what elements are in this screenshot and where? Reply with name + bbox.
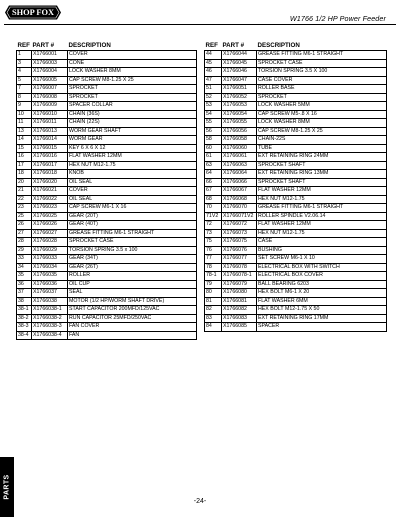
part-number-cell: X1766003	[32, 59, 68, 68]
ref-cell: 73	[205, 229, 222, 238]
side-tab-label: PARTS	[3, 474, 11, 500]
table-row	[205, 110, 387, 119]
description-cell: FLAT WASHER 12MM	[68, 153, 197, 162]
ref-cell: 38	[17, 297, 32, 306]
description-cell: OIL CUP	[68, 280, 197, 289]
description-cell: HEX NUT M12-1.75	[257, 195, 387, 204]
description-cell: LOCK WASHER 5MM	[257, 102, 387, 111]
table-row	[205, 229, 387, 238]
description-cell: CAP SCREW M5-.8 X 16	[257, 110, 387, 119]
table-row	[17, 59, 197, 68]
part-number-cell: X1766078	[222, 263, 257, 272]
part-number-cell: X1766016	[32, 153, 68, 162]
description-cell: CHAIN-22S	[257, 136, 387, 145]
ref-cell: 72	[205, 221, 222, 230]
ref-cell: 56	[205, 127, 222, 136]
description-cell: CONE	[68, 59, 197, 68]
table-row	[17, 51, 197, 60]
part-number-cell: X1766064	[222, 170, 257, 179]
parts-table-left	[16, 42, 197, 340]
ref-column-header: REF	[17, 42, 30, 49]
table-row	[205, 280, 387, 289]
ref-cell: 44	[205, 51, 222, 60]
description-cell: CASE COVER	[257, 76, 387, 85]
part-number-cell: X1766082	[222, 306, 257, 315]
description-cell: ELECTRICAL BOX COVER	[257, 272, 387, 281]
ref-cell: 1	[17, 51, 32, 60]
description-cell: BUSHING	[257, 246, 387, 255]
description-cell: RUN CAPACITOR 25MFD/250VAC	[68, 314, 197, 323]
ref-cell: 53	[205, 102, 222, 111]
ref-cell: 70	[205, 204, 222, 213]
table-row	[205, 221, 387, 230]
part-number-cell: X1766007	[32, 85, 68, 94]
table-row	[17, 331, 197, 340]
part-number-cell: X1766022	[32, 195, 68, 204]
description-cell: CAP SCREW M8-1.25 X 25	[68, 76, 197, 85]
table-row	[205, 238, 387, 247]
table-row	[17, 102, 197, 111]
table-row	[17, 93, 197, 102]
part-number-cell: X1766076	[222, 246, 257, 255]
ref-cell: 14	[17, 136, 32, 145]
description-cell: ELECTRICAL BOX WITH SWITCH	[257, 263, 387, 272]
table-row	[17, 187, 197, 196]
ref-cell: 27	[17, 229, 32, 238]
table-row	[205, 187, 387, 196]
ref-cell: 66	[205, 178, 222, 187]
description-cell: GREASE FITTING M6-1 STRAIGHT	[257, 51, 387, 60]
description-cell: BALL BEARING 6203	[257, 280, 387, 289]
part-number-cell: X1766027	[32, 229, 68, 238]
table-header-row	[17, 42, 197, 51]
part-number-cell: X1766010	[32, 110, 68, 119]
table-row	[17, 229, 197, 238]
description-cell: FLAT WASHER 6MM	[257, 297, 387, 306]
description-cell: COVER	[68, 187, 197, 196]
ref-cell: 78-1	[205, 272, 222, 281]
table-row	[17, 263, 197, 272]
part-number-cell: X1766036	[32, 280, 68, 289]
table-header-row	[205, 42, 387, 51]
ref-cell: 25	[17, 212, 32, 221]
parts-side-tab	[0, 457, 14, 517]
part-number-cell: X1766038-1	[32, 306, 68, 315]
ref-cell: 46	[205, 68, 222, 77]
table-row	[17, 314, 197, 323]
ref-cell: 51	[205, 85, 222, 94]
table-row	[17, 323, 197, 332]
page-header-title: W1766 1/2 HP Power Feeder	[289, 14, 386, 23]
description-cell: HEX BOLT M6-1 X 20	[257, 289, 387, 298]
ref-cell: 67	[205, 187, 222, 196]
part-number-cell: X1766075	[222, 238, 257, 247]
description-cell: GEAR (40T)	[68, 221, 197, 230]
part-number-cell: X1766028	[32, 238, 68, 247]
header-rule	[4, 24, 396, 25]
part-number-cell: X1766061	[222, 153, 257, 162]
part-number-cell: X1766011	[32, 119, 68, 128]
description-cell: EXT RETAINING RING 24MM	[257, 153, 387, 162]
table-row	[17, 127, 197, 136]
table-row	[205, 153, 387, 162]
description-cell: KNOB	[68, 170, 197, 179]
description-cell: EXT RETAINING RING 17MM	[257, 314, 387, 323]
table-row	[17, 136, 197, 145]
table-row	[205, 212, 387, 221]
description-cell: KEY 6 X 6 X 12	[68, 144, 197, 153]
ref-cell: 15	[17, 144, 32, 153]
table-row	[17, 238, 197, 247]
parts-table-left-body	[17, 51, 197, 340]
table-row	[205, 127, 387, 136]
ref-cell: 58	[205, 136, 222, 145]
table-row	[205, 144, 387, 153]
ref-cell: 34	[17, 263, 32, 272]
description-cell: ROLLER	[68, 272, 197, 281]
ref-cell: 7	[17, 85, 32, 94]
table-row	[205, 178, 387, 187]
ref-cell: 28	[17, 238, 32, 247]
table-row	[205, 246, 387, 255]
part-number-cell: X1766056	[222, 127, 257, 136]
part-number-cell: X1766047	[222, 76, 257, 85]
ref-cell: 52	[205, 93, 222, 102]
ref-cell: 47	[205, 76, 222, 85]
table-row	[205, 255, 387, 264]
part-number-cell: X1766021	[32, 187, 68, 196]
part-number-cell: X1766038-3	[32, 323, 68, 332]
part-number-cell: X1766058	[222, 136, 257, 145]
part-number-cell: X1766025	[32, 212, 68, 221]
ref-cell: 77	[205, 255, 222, 264]
ref-column-header: REF	[205, 42, 218, 49]
ref-cell: 60	[205, 144, 222, 153]
description-cell: GEAR (20T)	[68, 212, 197, 221]
table-row	[205, 314, 387, 323]
description-cell: HEX BOLT M12-1.75 X 50	[257, 306, 387, 315]
part-number-cell: X1766004	[32, 68, 68, 77]
description-cell: SPROCKET CASE	[257, 59, 387, 68]
description-cell: OIL SEAL	[68, 178, 197, 187]
part-number-cell: X1766079	[222, 280, 257, 289]
ref-cell: 82	[205, 306, 222, 315]
part-number-column-header: PART #	[32, 42, 55, 49]
part-number-cell: X1766033	[32, 255, 68, 264]
table-row	[205, 119, 387, 128]
page-number: -24-	[193, 498, 207, 505]
table-row	[205, 85, 387, 94]
table-row	[17, 212, 197, 221]
part-number-cell: X1766063	[222, 161, 257, 170]
ref-cell: 38-4	[17, 331, 32, 340]
ref-cell: 68	[205, 195, 222, 204]
description-cell: OIL SEAL	[68, 195, 197, 204]
description-cell: LOCK WASHER 8MM	[68, 68, 197, 77]
description-cell: TUBE	[257, 144, 387, 153]
part-number-cell: X1766072	[222, 221, 257, 230]
description-cell: EXT RETAINING RING 13MM	[257, 170, 387, 179]
parts-table-right-body	[205, 51, 387, 332]
table-row	[205, 93, 387, 102]
part-number-cell: X1766067	[222, 187, 257, 196]
part-number-cell: X1766018	[32, 170, 68, 179]
ref-cell: 78	[205, 263, 222, 272]
table-row	[205, 263, 387, 272]
ref-cell: 22	[17, 195, 32, 204]
table-row	[205, 102, 387, 111]
ref-cell: 8	[17, 93, 32, 102]
ref-cell: 4	[17, 68, 32, 77]
description-column-header: DESCRIPTION	[68, 42, 111, 49]
description-cell: WORM GEAR	[68, 136, 197, 145]
description-cell: SPROCKET SHAFT	[257, 161, 387, 170]
description-cell: TORSION SPRING 3.5 x 100	[68, 246, 197, 255]
description-cell: CHAIN (22S)	[68, 119, 197, 128]
ref-cell: 79	[205, 280, 222, 289]
table-row	[17, 195, 197, 204]
table-row	[17, 68, 197, 77]
table-row	[205, 161, 387, 170]
description-cell: SPROCKET	[257, 93, 387, 102]
part-number-cell: X1766020	[32, 178, 68, 187]
description-cell: HEX NUT M12-1.75	[68, 161, 197, 170]
description-cell: ROLLER BASE	[257, 85, 387, 94]
description-cell: START CAPACITOR 200MFD/125VAC	[68, 306, 197, 315]
table-row	[17, 85, 197, 94]
description-cell: LOCK WASHER 8MM	[257, 119, 387, 128]
ref-cell: 38-3	[17, 323, 32, 332]
ref-cell: 37	[17, 289, 32, 298]
ref-cell: 10	[17, 110, 32, 119]
part-number-cell: X1766038-2	[32, 314, 68, 323]
ref-cell: 26	[17, 221, 32, 230]
description-cell: FAN COVER	[68, 323, 197, 332]
description-cell: CASE	[257, 238, 387, 247]
ref-cell: 33	[17, 255, 32, 264]
table-row	[17, 297, 197, 306]
description-cell: FAN	[68, 331, 197, 340]
table-row	[205, 68, 387, 77]
part-number-cell: X1766073	[222, 229, 257, 238]
part-number-cell: X1766078-1	[222, 272, 257, 281]
description-cell: ROLLER SPINDLE V2.06.14	[257, 212, 387, 221]
description-cell: SPROCKET CASE	[68, 238, 197, 247]
description-cell: SPACER	[257, 323, 387, 332]
ref-cell: 64	[205, 170, 222, 179]
description-cell: CAP SCREW M8-1.25 X 25	[257, 127, 387, 136]
part-number-cell: X1766055	[222, 119, 257, 128]
table-row	[17, 178, 197, 187]
ref-cell: 11	[17, 119, 32, 128]
table-row	[205, 195, 387, 204]
table-row	[205, 306, 387, 315]
part-number-cell: X1766034	[32, 263, 68, 272]
part-number-cell: X1766052	[222, 93, 257, 102]
ref-cell: 84	[205, 323, 222, 332]
description-column-header: DESCRIPTION	[257, 42, 300, 49]
table-row	[205, 170, 387, 179]
table-row	[205, 136, 387, 145]
part-number-cell: X1766001	[32, 51, 68, 60]
table-row	[205, 297, 387, 306]
part-number-cell: X1766045	[222, 59, 257, 68]
part-number-cell: X1766026	[32, 221, 68, 230]
part-number-cell: X1766005	[32, 76, 68, 85]
description-cell: GEAR (34T)	[68, 255, 197, 264]
description-cell: SPROCKET	[68, 85, 197, 94]
description-cell: GREASE FITTING M6-1 STRAIGHT	[257, 204, 387, 213]
description-cell: MOTOR (1/2 HP/WORM SHAFT DRIVE)	[68, 297, 197, 306]
table-row	[205, 323, 387, 332]
part-number-cell: X1766029	[32, 246, 68, 255]
part-number-cell: X1766070	[222, 204, 257, 213]
part-number-cell: X1766014	[32, 136, 68, 145]
part-number-cell: X1766017	[32, 161, 68, 170]
description-cell: COVER	[68, 51, 197, 60]
table-row	[17, 280, 197, 289]
part-number-cell: X1766035	[32, 272, 68, 281]
table-row	[17, 161, 197, 170]
ref-cell: 20	[17, 178, 32, 187]
ref-cell: 81	[205, 297, 222, 306]
part-number-cell: X1766046	[222, 68, 257, 77]
table-row	[17, 204, 197, 213]
part-number-cell: X1766051	[222, 85, 257, 94]
parts-table-right	[204, 42, 387, 332]
part-number-cell: X1766068	[222, 195, 257, 204]
ref-cell: 83	[205, 314, 222, 323]
ref-cell: 54	[205, 110, 222, 119]
table-row	[205, 289, 387, 298]
description-cell: GREASE FITTING M6-1 STRAIGHT	[68, 229, 197, 238]
table-row	[205, 59, 387, 68]
description-cell: FLAT WASHER 12MM	[257, 187, 387, 196]
ref-cell: 35	[17, 272, 32, 281]
ref-cell: 3	[17, 59, 32, 68]
ref-cell: 38-2	[17, 314, 32, 323]
description-cell: SEAL	[68, 289, 197, 298]
description-cell: CAP SCREW M6-1 X 16	[68, 204, 197, 213]
part-number-cell: X1766015	[32, 144, 68, 153]
ref-cell: 45	[205, 59, 222, 68]
ref-cell: 75	[205, 238, 222, 247]
table-row	[17, 289, 197, 298]
part-number-cell: X1766037	[32, 289, 68, 298]
table-row	[17, 170, 197, 179]
part-number-cell: X1766038-4	[32, 331, 68, 340]
ref-cell: 9	[17, 102, 32, 111]
description-cell: TORSION SPRING 3.5 X 100	[257, 68, 387, 77]
part-number-cell: X1766060	[222, 144, 257, 153]
part-number-cell: X1766071V2	[222, 212, 257, 221]
description-cell: SET SCREW M6-1 X 10	[257, 255, 387, 264]
description-cell: GEAR (26T)	[68, 263, 197, 272]
part-number-column-header: PART #	[222, 42, 245, 49]
table-row	[17, 272, 197, 281]
ref-cell: 76	[205, 246, 222, 255]
description-cell: CHAIN (36S)	[68, 110, 197, 119]
part-number-cell: X1766009	[32, 102, 68, 111]
description-cell: HEX NUT M12-1.75	[257, 229, 387, 238]
table-row	[17, 144, 197, 153]
part-number-cell: X1766013	[32, 127, 68, 136]
ref-cell: 63	[205, 161, 222, 170]
ref-cell: 55	[205, 119, 222, 128]
part-number-cell: X1766044	[222, 51, 257, 60]
table-row	[17, 153, 197, 162]
table-row	[17, 255, 197, 264]
part-number-cell: X1766083	[222, 314, 257, 323]
part-number-cell: X1766023	[32, 204, 68, 213]
part-number-cell: X1766066	[222, 178, 257, 187]
ref-cell: 5	[17, 76, 32, 85]
part-number-cell: X1766053	[222, 102, 257, 111]
table-row	[17, 119, 197, 128]
table-row	[205, 76, 387, 85]
description-cell: WORM GEAR SHAFT	[68, 127, 197, 136]
ref-cell: 29	[17, 246, 32, 255]
ref-cell: 80	[205, 289, 222, 298]
table-row	[17, 306, 197, 315]
part-number-cell: X1766008	[32, 93, 68, 102]
table-row	[205, 51, 387, 60]
part-number-cell: X1766038	[32, 297, 68, 306]
ref-cell: 71V2	[205, 212, 222, 221]
ref-cell: 17	[17, 161, 32, 170]
table-row	[205, 204, 387, 213]
table-row	[17, 110, 197, 119]
logo-text: SHOP FOX	[11, 8, 55, 18]
table-row	[17, 246, 197, 255]
ref-cell: 38-1	[17, 306, 32, 315]
table-row	[17, 76, 197, 85]
ref-cell: 23	[17, 204, 32, 213]
ref-cell: 16	[17, 153, 32, 162]
ref-cell: 36	[17, 280, 32, 289]
part-number-cell: X1766081	[222, 297, 257, 306]
description-cell: SPROCKET	[68, 93, 197, 102]
table-row	[17, 221, 197, 230]
part-number-cell: X1766085	[222, 323, 257, 332]
ref-cell: 13	[17, 127, 32, 136]
table-row	[205, 272, 387, 281]
ref-cell: 61	[205, 153, 222, 162]
part-number-cell: X1766054	[222, 110, 257, 119]
description-cell: FLAT WASHER 12MM	[257, 221, 387, 230]
shop-fox-logo	[4, 4, 62, 21]
ref-cell: 21	[17, 187, 32, 196]
part-number-cell: X1766077	[222, 255, 257, 264]
part-number-cell: X1766080	[222, 289, 257, 298]
description-cell: SPROCKET SHAFT	[257, 178, 387, 187]
ref-cell: 18	[17, 170, 32, 179]
description-cell: SPACER COLLAR	[68, 102, 197, 111]
